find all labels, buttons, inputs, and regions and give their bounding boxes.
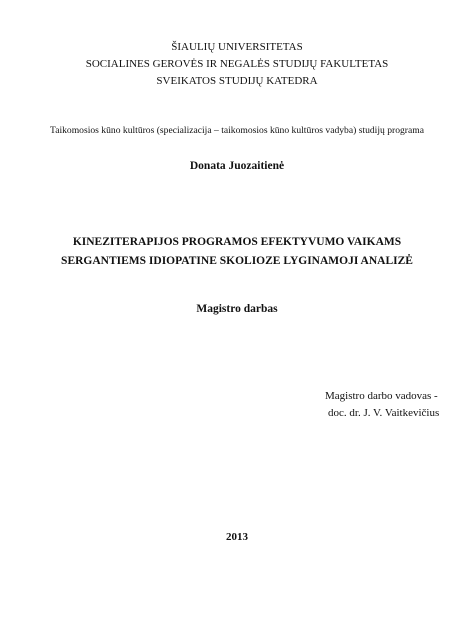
supervisor-name: doc. dr. J. V. Vaitkevičius xyxy=(328,407,440,419)
university-name: ŠIAULIŲ UNIVERSITETAS xyxy=(171,41,303,53)
faculty-name: SOCIALINES GEROVĖS IR NEGALĖS STUDIJŲ FAKULTETAS xyxy=(85,58,389,70)
author-name: Donata Juozaitienė xyxy=(189,160,285,172)
supervisor-label: Magistro darbo vadovas - xyxy=(325,390,438,402)
department-name: SVEIKATOS STUDIJŲ KATEDRA xyxy=(156,75,318,87)
thesis-title-line-1: KINEZITERAPIJOS PROGRAMOS EFEKTYVUMO VAIKAMS xyxy=(72,236,402,248)
work-type: Magistro darbas xyxy=(196,303,278,315)
thesis-title-line-2: SERGANTIEMS IDIOPATINE SKOLIOZE LYGINAMOJI ANALIZĖ xyxy=(61,255,413,267)
study-program: Taikomosios kūno kultūros (specializacija – taikomosios kūno kultūros vadyba) studijų programa xyxy=(50,125,424,136)
year: 2013 xyxy=(226,531,248,543)
